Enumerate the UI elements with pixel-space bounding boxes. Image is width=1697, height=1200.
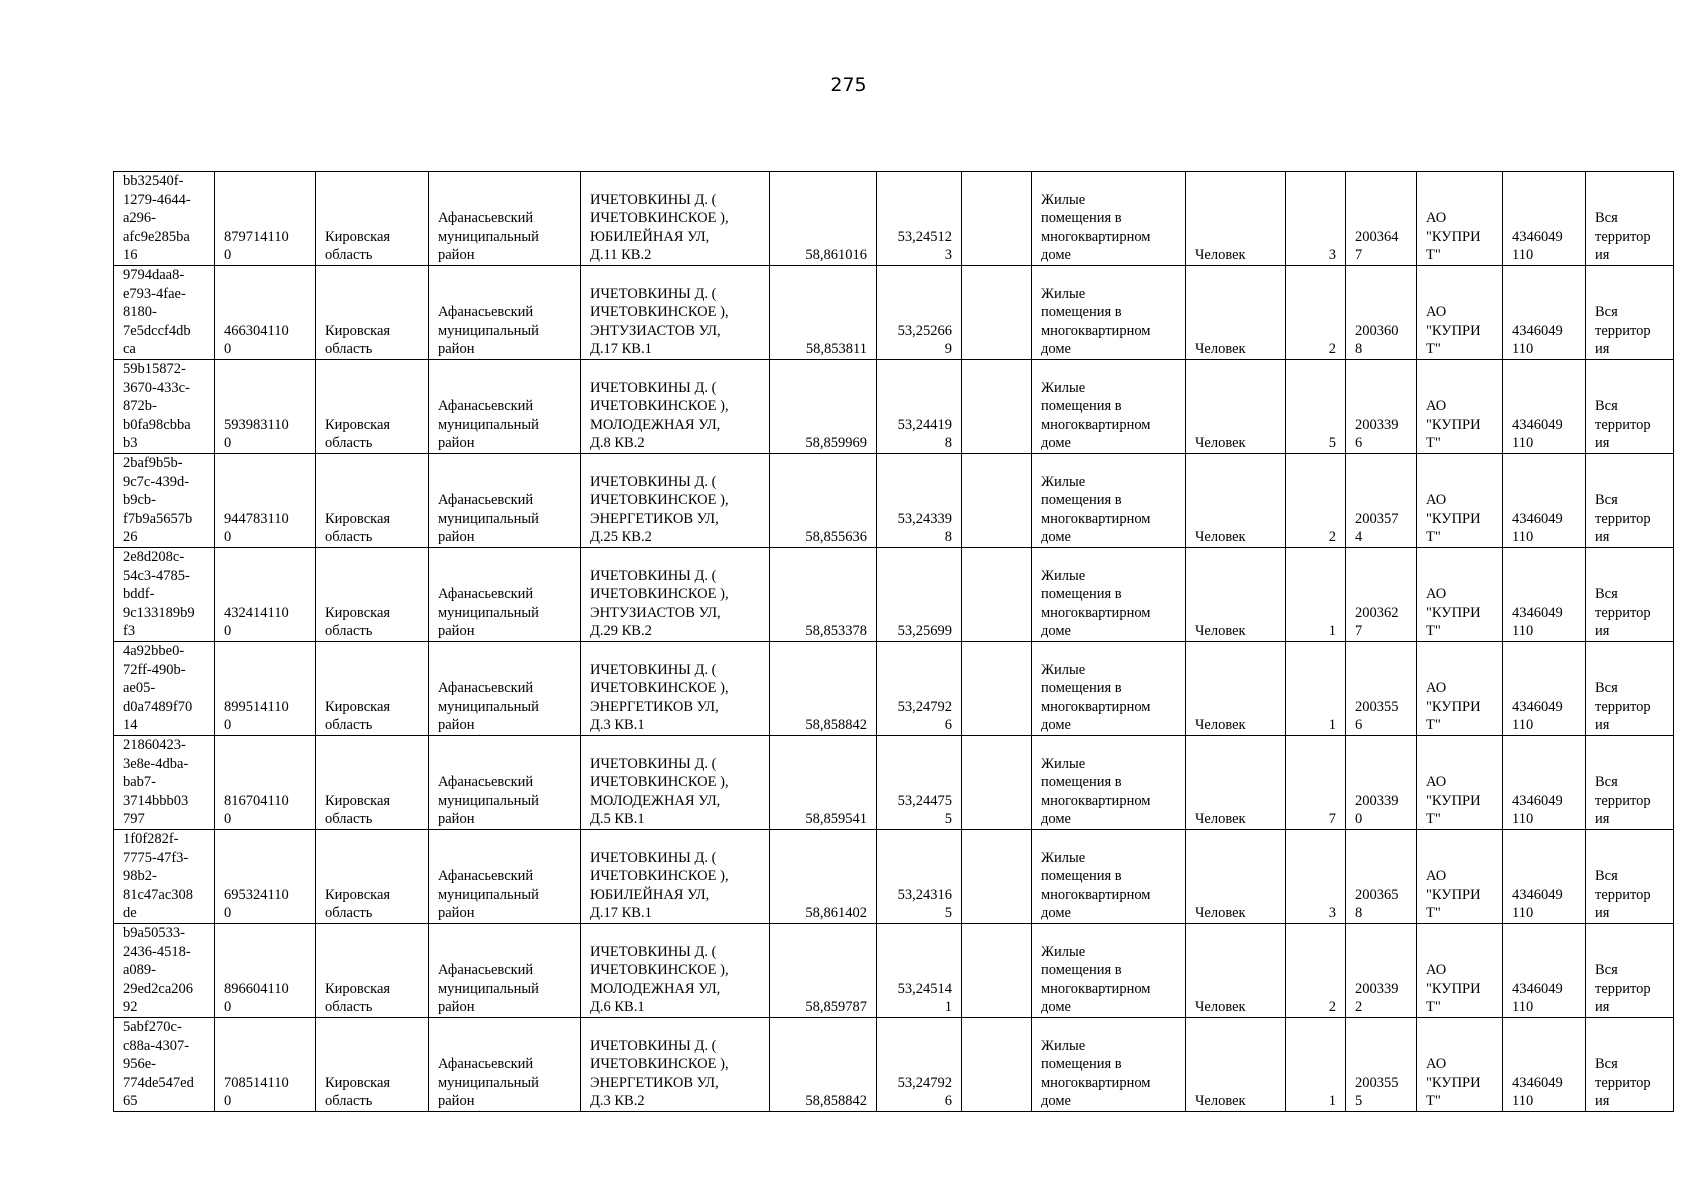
cell-district: Афанасьевский муниципальный район — [429, 548, 581, 642]
cell-count: 1 — [1286, 1018, 1346, 1112]
cell-address: ИЧЕТОВКИНЫ Д. ( ИЧЕТОВКИНСКОЕ ), ЭНТУЗИАСТОВ УЛ, Д.29 КВ.2 — [581, 548, 770, 642]
cell-count: 3 — [1286, 830, 1346, 924]
cell-territory: Вся территор ия — [1586, 924, 1674, 1018]
cell-premises-type: Жилые помещения в многоквартирном доме — [1032, 736, 1186, 830]
cell-code: 466304110 0 — [215, 266, 316, 360]
cell-empty — [962, 1018, 1032, 1112]
cell-longitude: 53,25699 — [877, 548, 962, 642]
cell-unit: Человек — [1186, 548, 1286, 642]
cell-premises-type: Жилые помещения в многоквартирном доме — [1032, 924, 1186, 1018]
cell-count: 1 — [1286, 642, 1346, 736]
cell-longitude: 53,24419 8 — [877, 360, 962, 454]
cell-code: 879714110 0 — [215, 172, 316, 266]
cell-organization: АО "КУПРИ Т" — [1417, 548, 1503, 642]
cell-code: 432414110 0 — [215, 548, 316, 642]
registry-table — [113, 171, 1674, 1112]
cell-territory: Вся территор ия — [1586, 1018, 1674, 1112]
cell-empty — [962, 830, 1032, 924]
cell-empty — [962, 548, 1032, 642]
cell-district: Афанасьевский муниципальный район — [429, 830, 581, 924]
cell-premises-type: Жилые помещения в многоквартирном доме — [1032, 172, 1186, 266]
cell-region: Кировская область — [316, 924, 429, 1018]
cell-count: 2 — [1286, 924, 1346, 1018]
cell-inn: 4346049 110 — [1503, 172, 1586, 266]
cell-unit: Человек — [1186, 830, 1286, 924]
cell-guid: 4a92bbe0- 72ff-490b- ae05- d0a7489f70 14 — [114, 642, 215, 736]
cell-empty — [962, 924, 1032, 1018]
cell-ref-number: 200362 7 — [1346, 548, 1417, 642]
cell-empty — [962, 360, 1032, 454]
table-row — [114, 360, 1674, 454]
cell-organization: АО "КУПРИ Т" — [1417, 266, 1503, 360]
cell-code: 708514110 0 — [215, 1018, 316, 1112]
cell-territory: Вся территор ия — [1586, 830, 1674, 924]
cell-premises-type: Жилые помещения в многоквартирном доме — [1032, 454, 1186, 548]
cell-region: Кировская область — [316, 736, 429, 830]
page-number: 275 — [830, 74, 867, 96]
cell-ref-number: 200365 8 — [1346, 830, 1417, 924]
cell-territory: Вся территор ия — [1586, 548, 1674, 642]
cell-guid: b9a50533- 2436-4518- a089- 29ed2ca206 92 — [114, 924, 215, 1018]
cell-district: Афанасьевский муниципальный район — [429, 266, 581, 360]
cell-code: 593983110 0 — [215, 360, 316, 454]
table-row — [114, 172, 1674, 266]
cell-code: 816704110 0 — [215, 736, 316, 830]
cell-organization: АО "КУПРИ Т" — [1417, 830, 1503, 924]
cell-inn: 4346049 110 — [1503, 266, 1586, 360]
cell-premises-type: Жилые помещения в многоквартирном доме — [1032, 642, 1186, 736]
cell-ref-number: 200339 6 — [1346, 360, 1417, 454]
cell-count: 5 — [1286, 360, 1346, 454]
cell-unit: Человек — [1186, 454, 1286, 548]
cell-inn: 4346049 110 — [1503, 360, 1586, 454]
cell-territory: Вся территор ия — [1586, 360, 1674, 454]
cell-ref-number: 200360 8 — [1346, 266, 1417, 360]
cell-address: ИЧЕТОВКИНЫ Д. ( ИЧЕТОВКИНСКОЕ ), ЭНЕРГЕТИКОВ УЛ, Д.3 КВ.2 — [581, 1018, 770, 1112]
cell-latitude: 58,861016 — [770, 172, 877, 266]
cell-guid: 9794daa8- e793-4fae- 8180- 7e5dccf4db ca — [114, 266, 215, 360]
cell-guid: 2e8d208c- 54c3-4785- bddf- 9c133189b9 f3 — [114, 548, 215, 642]
cell-unit: Человек — [1186, 736, 1286, 830]
cell-longitude: 53,24475 5 — [877, 736, 962, 830]
cell-premises-type: Жилые помещения в многоквартирном доме — [1032, 548, 1186, 642]
cell-latitude: 58,858842 — [770, 642, 877, 736]
cell-code: 896604110 0 — [215, 924, 316, 1018]
cell-longitude: 53,24512 3 — [877, 172, 962, 266]
cell-code: 944783110 0 — [215, 454, 316, 548]
cell-latitude: 58,861402 — [770, 830, 877, 924]
cell-guid: 2baf9b5b- 9c7c-439d- b9cb- f7b9a5657b 26 — [114, 454, 215, 548]
cell-territory: Вся территор ия — [1586, 642, 1674, 736]
cell-ref-number: 200364 7 — [1346, 172, 1417, 266]
cell-guid: 5abf270c- c88a-4307- 956e- 774de547ed 65 — [114, 1018, 215, 1112]
cell-district: Афанасьевский муниципальный район — [429, 172, 581, 266]
cell-guid: 1f0f282f- 7775-47f3- 98b2- 81c47ac308 de — [114, 830, 215, 924]
cell-region: Кировская область — [316, 454, 429, 548]
cell-latitude: 58,858842 — [770, 1018, 877, 1112]
cell-organization: АО "КУПРИ Т" — [1417, 736, 1503, 830]
cell-count: 3 — [1286, 172, 1346, 266]
cell-organization: АО "КУПРИ Т" — [1417, 172, 1503, 266]
cell-territory: Вся территор ия — [1586, 454, 1674, 548]
cell-district: Афанасьевский муниципальный район — [429, 360, 581, 454]
cell-empty — [962, 642, 1032, 736]
cell-ref-number: 200339 2 — [1346, 924, 1417, 1018]
cell-unit: Человек — [1186, 642, 1286, 736]
cell-unit: Человек — [1186, 172, 1286, 266]
cell-ref-number: 200355 6 — [1346, 642, 1417, 736]
cell-district: Афанасьевский муниципальный район — [429, 736, 581, 830]
cell-count: 2 — [1286, 454, 1346, 548]
cell-count: 2 — [1286, 266, 1346, 360]
cell-inn: 4346049 110 — [1503, 454, 1586, 548]
cell-latitude: 58,853811 — [770, 266, 877, 360]
cell-region: Кировская область — [316, 642, 429, 736]
table-row — [114, 642, 1674, 736]
cell-region: Кировская область — [316, 266, 429, 360]
cell-count: 7 — [1286, 736, 1346, 830]
cell-longitude: 53,24792 6 — [877, 1018, 962, 1112]
cell-unit: Человек — [1186, 360, 1286, 454]
table-row — [114, 830, 1674, 924]
cell-organization: АО "КУПРИ Т" — [1417, 924, 1503, 1018]
cell-premises-type: Жилые помещения в многоквартирном доме — [1032, 266, 1186, 360]
cell-organization: АО "КУПРИ Т" — [1417, 1018, 1503, 1112]
cell-longitude: 53,25266 9 — [877, 266, 962, 360]
cell-longitude: 53,24792 6 — [877, 642, 962, 736]
cell-address: ИЧЕТОВКИНЫ Д. ( ИЧЕТОВКИНСКОЕ ), ЮБИЛЕЙНАЯ УЛ, Д.11 КВ.2 — [581, 172, 770, 266]
cell-inn: 4346049 110 — [1503, 830, 1586, 924]
cell-district: Афанасьевский муниципальный район — [429, 924, 581, 1018]
cell-code: 899514110 0 — [215, 642, 316, 736]
cell-district: Афанасьевский муниципальный район — [429, 1018, 581, 1112]
cell-organization: АО "КУПРИ Т" — [1417, 360, 1503, 454]
cell-inn: 4346049 110 — [1503, 548, 1586, 642]
table-row — [114, 266, 1674, 360]
cell-empty — [962, 172, 1032, 266]
cell-latitude: 58,859787 — [770, 924, 877, 1018]
cell-territory: Вся территор ия — [1586, 172, 1674, 266]
cell-ref-number: 200357 4 — [1346, 454, 1417, 548]
cell-latitude: 58,859541 — [770, 736, 877, 830]
cell-organization: АО "КУПРИ Т" — [1417, 642, 1503, 736]
cell-organization: АО "КУПРИ Т" — [1417, 454, 1503, 548]
cell-ref-number: 200339 0 — [1346, 736, 1417, 830]
cell-inn: 4346049 110 — [1503, 642, 1586, 736]
cell-address: ИЧЕТОВКИНЫ Д. ( ИЧЕТОВКИНСКОЕ ), МОЛОДЕЖНАЯ УЛ, Д.5 КВ.1 — [581, 736, 770, 830]
cell-code: 695324110 0 — [215, 830, 316, 924]
cell-address: ИЧЕТОВКИНЫ Д. ( ИЧЕТОВКИНСКОЕ ), МОЛОДЕЖНАЯ УЛ, Д.6 КВ.1 — [581, 924, 770, 1018]
cell-guid: 21860423- 3e8e-4dba- bab7- 3714bbb03 797 — [114, 736, 215, 830]
cell-latitude: 58,853378 — [770, 548, 877, 642]
cell-district: Афанасьевский муниципальный район — [429, 454, 581, 548]
cell-region: Кировская область — [316, 360, 429, 454]
cell-longitude: 53,24339 8 — [877, 454, 962, 548]
cell-region: Кировская область — [316, 172, 429, 266]
cell-territory: Вся территор ия — [1586, 736, 1674, 830]
cell-territory: Вся территор ия — [1586, 266, 1674, 360]
cell-ref-number: 200355 5 — [1346, 1018, 1417, 1112]
cell-premises-type: Жилые помещения в многоквартирном доме — [1032, 830, 1186, 924]
table-row — [114, 736, 1674, 830]
cell-address: ИЧЕТОВКИНЫ Д. ( ИЧЕТОВКИНСКОЕ ), ЭНЕРГЕТИКОВ УЛ, Д.3 КВ.1 — [581, 642, 770, 736]
cell-address: ИЧЕТОВКИНЫ Д. ( ИЧЕТОВКИНСКОЕ ), МОЛОДЕЖНАЯ УЛ, Д.8 КВ.2 — [581, 360, 770, 454]
cell-unit: Человек — [1186, 924, 1286, 1018]
cell-region: Кировская область — [316, 830, 429, 924]
cell-latitude: 58,859969 — [770, 360, 877, 454]
cell-inn: 4346049 110 — [1503, 1018, 1586, 1112]
cell-address: ИЧЕТОВКИНЫ Д. ( ИЧЕТОВКИНСКОЕ ), ЭНЕРГЕТИКОВ УЛ, Д.25 КВ.2 — [581, 454, 770, 548]
table-row — [114, 454, 1674, 548]
cell-unit: Человек — [1186, 266, 1286, 360]
cell-premises-type: Жилые помещения в многоквартирном доме — [1032, 360, 1186, 454]
cell-empty — [962, 736, 1032, 830]
cell-region: Кировская область — [316, 548, 429, 642]
cell-address: ИЧЕТОВКИНЫ Д. ( ИЧЕТОВКИНСКОЕ ), ЮБИЛЕЙНАЯ УЛ, Д.17 КВ.1 — [581, 830, 770, 924]
cell-guid: bb32540f- 1279-4644- a296- afc9e285ba 16 — [114, 172, 215, 266]
cell-latitude: 58,855636 — [770, 454, 877, 548]
cell-guid: 59b15872- 3670-433c- 872b- b0fa98cbba b3 — [114, 360, 215, 454]
table-row — [114, 548, 1674, 642]
cell-empty — [962, 454, 1032, 548]
cell-longitude: 53,24316 5 — [877, 830, 962, 924]
cell-inn: 4346049 110 — [1503, 736, 1586, 830]
cell-unit: Человек — [1186, 1018, 1286, 1112]
cell-count: 1 — [1286, 548, 1346, 642]
table-row — [114, 924, 1674, 1018]
cell-district: Афанасьевский муниципальный район — [429, 642, 581, 736]
cell-address: ИЧЕТОВКИНЫ Д. ( ИЧЕТОВКИНСКОЕ ), ЭНТУЗИАСТОВ УЛ, Д.17 КВ.1 — [581, 266, 770, 360]
cell-premises-type: Жилые помещения в многоквартирном доме — [1032, 1018, 1186, 1112]
cell-inn: 4346049 110 — [1503, 924, 1586, 1018]
cell-region: Кировская область — [316, 1018, 429, 1112]
cell-longitude: 53,24514 1 — [877, 924, 962, 1018]
table-row — [114, 1018, 1674, 1112]
cell-empty — [962, 266, 1032, 360]
